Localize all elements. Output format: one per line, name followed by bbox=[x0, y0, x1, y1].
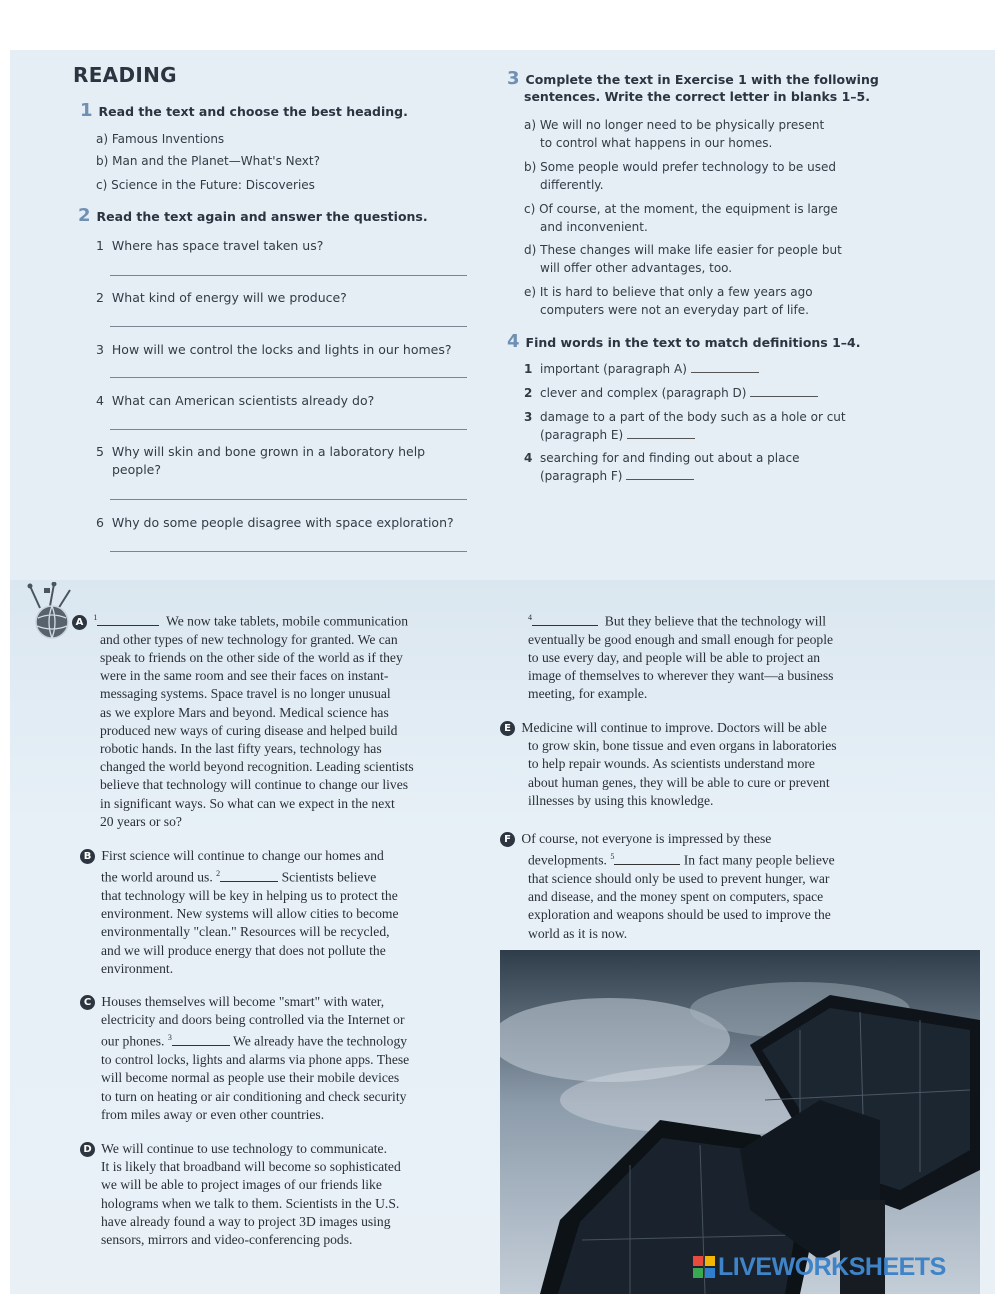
text-line: exploration and weapons should be used to improve the bbox=[528, 907, 831, 923]
definition-text: (paragraph F) bbox=[540, 469, 623, 483]
text-line: and we will produce energy that does not pollute the bbox=[101, 942, 386, 958]
answer-line-6[interactable] bbox=[110, 551, 467, 552]
worksheet-page bbox=[10, 50, 995, 1294]
text-line: in significant ways. So what can we expect in the next bbox=[100, 795, 395, 811]
answer-blank-3[interactable] bbox=[627, 428, 695, 439]
text-line: We will continue to use technology to communicate. bbox=[101, 1141, 387, 1156]
text-line: eventually be good enough and small enough for people bbox=[528, 631, 834, 647]
text-line: environmentally "clean." Resources will be recycled, bbox=[101, 924, 390, 940]
question-5 bbox=[96, 444, 425, 459]
text-line: environment. New systems will allow cities to become bbox=[101, 906, 399, 922]
answer-line-1[interactable] bbox=[110, 275, 467, 276]
exercise-4-heading bbox=[507, 331, 861, 352]
text-line: sensors, mirrors and video-conferencing pods. bbox=[101, 1232, 353, 1248]
definition-text: important (paragraph A) bbox=[540, 362, 687, 376]
watermark-text: LIVEWORKSHEETS bbox=[718, 1253, 946, 1281]
paragraph-badge: B bbox=[80, 849, 95, 864]
text-line: that science should only be used to prevent hunger, war bbox=[528, 870, 830, 886]
text-line: to control locks, lights and alarms via phone apps. These bbox=[101, 1052, 410, 1068]
text-line: In fact many people believe bbox=[683, 852, 835, 868]
sentence-c: c) Of course, at the moment, the equipment is large bbox=[524, 202, 838, 216]
liveworksheets-logo-icon bbox=[693, 1256, 715, 1278]
text-blank-4[interactable] bbox=[532, 614, 598, 626]
question-3 bbox=[96, 342, 451, 357]
blank-number: 1 bbox=[93, 613, 98, 622]
futuristic-building-photo bbox=[500, 950, 980, 1294]
text-line: about human genes, they will be able to cure or prevent bbox=[528, 774, 830, 790]
text-line: meeting, for example. bbox=[528, 686, 648, 702]
answer-blank-1[interactable] bbox=[691, 362, 759, 373]
exercise-3-heading bbox=[507, 68, 879, 89]
liveworksheets-watermark bbox=[693, 1253, 983, 1283]
blank-number: 2 bbox=[216, 869, 221, 879]
question-number: 3 bbox=[96, 342, 104, 357]
question-text: What kind of energy will we produce? bbox=[111, 290, 347, 305]
exercise-3-heading-line2: sentences. Write the correct letter in blanks 1–5. bbox=[524, 89, 870, 104]
paragraph-e bbox=[500, 719, 940, 810]
text-line: illnesses by using this knowledge. bbox=[528, 792, 714, 808]
text-line: We already have the technology bbox=[233, 1033, 408, 1049]
text-line: we will be able to project images of our friends like bbox=[101, 1177, 382, 1193]
answer-blank-4[interactable] bbox=[626, 469, 694, 480]
exercise-2-heading bbox=[78, 205, 428, 226]
text-line: messaging systems. Space travel is no longer unusual bbox=[100, 686, 391, 702]
text-line: that technology will be key in helping us to protect the bbox=[101, 887, 398, 903]
definition-3-cont bbox=[540, 428, 695, 442]
question-number: 5 bbox=[96, 444, 104, 459]
question-text: Why will skin and bone grown in a laboratory help bbox=[111, 444, 426, 459]
sentence-a: a) We will no longer need to be physically present bbox=[524, 118, 825, 132]
definition-4-cont bbox=[540, 469, 694, 483]
definition-text: damage to a part of the body such as a hole or cut bbox=[540, 410, 846, 424]
text-line: First science will continue to change our homes and bbox=[101, 848, 384, 863]
paragraph-badge: D bbox=[80, 1142, 95, 1157]
text-line: to use every day, and people will be able to project an bbox=[528, 649, 821, 665]
text-line: will become normal as people use their mobile devices bbox=[101, 1070, 400, 1086]
text-line: changed the world beyond recognition. Leading scientists bbox=[100, 759, 414, 775]
question-number: 4 bbox=[96, 393, 104, 408]
answer-line-5[interactable] bbox=[110, 499, 467, 500]
text-blank-3[interactable] bbox=[172, 1034, 230, 1046]
text-line: were in the same room and see their faces on instant- bbox=[100, 668, 389, 684]
paragraph-d bbox=[80, 1140, 480, 1249]
question-6 bbox=[96, 515, 454, 530]
exercises-section bbox=[10, 50, 995, 580]
sentence-e: e) It is hard to believe that only a few years ago bbox=[524, 285, 813, 299]
definition-4 bbox=[524, 451, 799, 465]
exercise-number: 3 bbox=[507, 68, 520, 89]
paragraph-badge: C bbox=[80, 995, 95, 1010]
text-blank-5[interactable] bbox=[614, 853, 680, 865]
exercise-instruction: Find words in the text to match definitions 1–4. bbox=[525, 335, 861, 350]
text-line: to help repair wounds. As scientists understand more bbox=[528, 756, 815, 772]
text-line: produced new ways of curing disease and helped build bbox=[100, 722, 398, 738]
definition-number: 3 bbox=[524, 410, 533, 424]
text-line: the world around us. bbox=[101, 869, 213, 885]
text-line: robotic hands. In the last fifty years, technology has bbox=[100, 740, 382, 756]
blank-number: 5 bbox=[610, 852, 615, 862]
text-line: holograms when we talk to them. Scientists in the U.S. bbox=[101, 1195, 400, 1211]
text-line: speak to friends on the other side of the world as if they bbox=[100, 649, 403, 665]
text-line: Scientists believe bbox=[281, 869, 377, 885]
answer-line-3[interactable] bbox=[110, 377, 467, 378]
section-title: READING bbox=[73, 63, 177, 87]
definition-3 bbox=[524, 410, 846, 424]
exercise-number: 1 bbox=[80, 100, 93, 121]
text-line: our phones. bbox=[101, 1033, 165, 1049]
text-line: to grow skin, bone tissue and even organs in laboratories bbox=[528, 738, 837, 754]
exercise-number: 4 bbox=[507, 331, 520, 352]
text-blank-1[interactable] bbox=[97, 614, 159, 626]
definition-number: 2 bbox=[524, 386, 533, 400]
paragraph-badge: A bbox=[72, 615, 87, 630]
sentence-c-cont: and inconvenient. bbox=[540, 220, 648, 234]
question-4 bbox=[96, 393, 374, 408]
sentence-b-cont: differently. bbox=[540, 178, 604, 192]
sentence-d: d) These changes will make life easier for people but bbox=[524, 243, 842, 257]
question-number: 6 bbox=[96, 515, 104, 530]
question-number: 2 bbox=[96, 290, 104, 305]
sentence-d-cont: will offer other advantages, too. bbox=[540, 261, 733, 275]
question-5-continued: people? bbox=[112, 462, 162, 477]
paragraph-badge: E bbox=[500, 721, 515, 736]
definition-text: (paragraph E) bbox=[540, 428, 624, 442]
exercise-instruction: Read the text and choose the best heading. bbox=[98, 104, 408, 119]
exercise-instruction: Complete the text in Exercise 1 with the following bbox=[525, 72, 879, 87]
text-line: have already found a way to project 3D images using bbox=[101, 1213, 391, 1229]
definition-number: 4 bbox=[524, 451, 533, 465]
option-b: b) Man and the Planet—What's Next? bbox=[96, 154, 320, 168]
paragraph-badge: F bbox=[500, 832, 515, 847]
answer-line-2[interactable] bbox=[110, 326, 467, 327]
question-text: What can American scientists already do? bbox=[111, 393, 375, 408]
exercise-instruction: Read the text again and answer the questions. bbox=[96, 209, 428, 224]
definition-number: 1 bbox=[524, 362, 533, 376]
text-line: Medicine will continue to improve. Doctors will be able bbox=[521, 720, 827, 735]
paragraph-f bbox=[500, 830, 940, 943]
paragraph-b bbox=[80, 847, 480, 978]
definition-1 bbox=[524, 362, 759, 376]
text-line: as we explore Mars and beyond. Medical science has bbox=[100, 704, 389, 720]
text-line: world as it is now. bbox=[528, 925, 628, 941]
paragraph-c bbox=[80, 993, 480, 1124]
question-text: How will we control the locks and lights in our homes? bbox=[111, 342, 452, 357]
text-line: Of course, not everyone is impressed by these bbox=[521, 831, 772, 846]
question-text: Where has space travel taken us? bbox=[111, 238, 324, 253]
paragraph-a bbox=[72, 609, 472, 831]
reading-text-section bbox=[10, 580, 995, 1294]
question-text: Why do some people disagree with space exploration? bbox=[111, 515, 454, 530]
definition-text: clever and complex (paragraph D) bbox=[540, 386, 747, 400]
blank-number: 4 bbox=[528, 613, 532, 622]
text-line: It is likely that broadband will become so sophisticated bbox=[101, 1159, 401, 1175]
option-c: c) Science in the Future: Discoveries bbox=[96, 178, 315, 192]
sentence-b: b) Some people would prefer technology to be used bbox=[524, 160, 836, 174]
text-line: and other types of new technology for granted. We can bbox=[100, 631, 398, 647]
text-line: from miles away or even other countries. bbox=[101, 1106, 325, 1122]
text-line: to turn on heating or air conditioning and check security bbox=[101, 1088, 407, 1104]
definition-text: searching for and finding out about a place bbox=[540, 451, 800, 465]
answer-blank-2[interactable] bbox=[750, 386, 818, 397]
sentence-e-cont: computers were not an everyday part of life. bbox=[540, 303, 809, 317]
question-2 bbox=[96, 290, 347, 305]
text-line: and disease, and the money spent on computers, space bbox=[528, 889, 824, 905]
text-line: We now take tablets, mobile communication bbox=[165, 613, 408, 629]
text-line: But they believe that the technology will bbox=[604, 613, 827, 629]
text-line: electricity and doors being controlled via the Internet or bbox=[101, 1012, 405, 1028]
answer-line-4[interactable] bbox=[110, 429, 467, 430]
text-line: 20 years or so? bbox=[100, 813, 182, 829]
exercise-1-heading bbox=[80, 100, 408, 121]
definition-2 bbox=[524, 386, 818, 400]
text-line: environment. bbox=[101, 960, 174, 976]
text-line: image of themselves to wherever they want—a business bbox=[528, 668, 834, 684]
text-line: believe that technology will continue to change our lives bbox=[100, 777, 409, 793]
blank-number: 3 bbox=[167, 1033, 172, 1043]
text-line: developments. bbox=[528, 852, 607, 868]
option-a: a) Famous Inventions bbox=[96, 132, 225, 146]
question-1 bbox=[96, 238, 323, 253]
sentence-a-cont: to control what happens in our homes. bbox=[540, 136, 773, 150]
paragraph-d-continued bbox=[528, 609, 948, 704]
text-line: Houses themselves will become "smart" with water, bbox=[101, 994, 385, 1009]
question-number: 1 bbox=[96, 238, 104, 253]
exercise-number: 2 bbox=[78, 205, 91, 226]
text-blank-2[interactable] bbox=[220, 870, 278, 882]
